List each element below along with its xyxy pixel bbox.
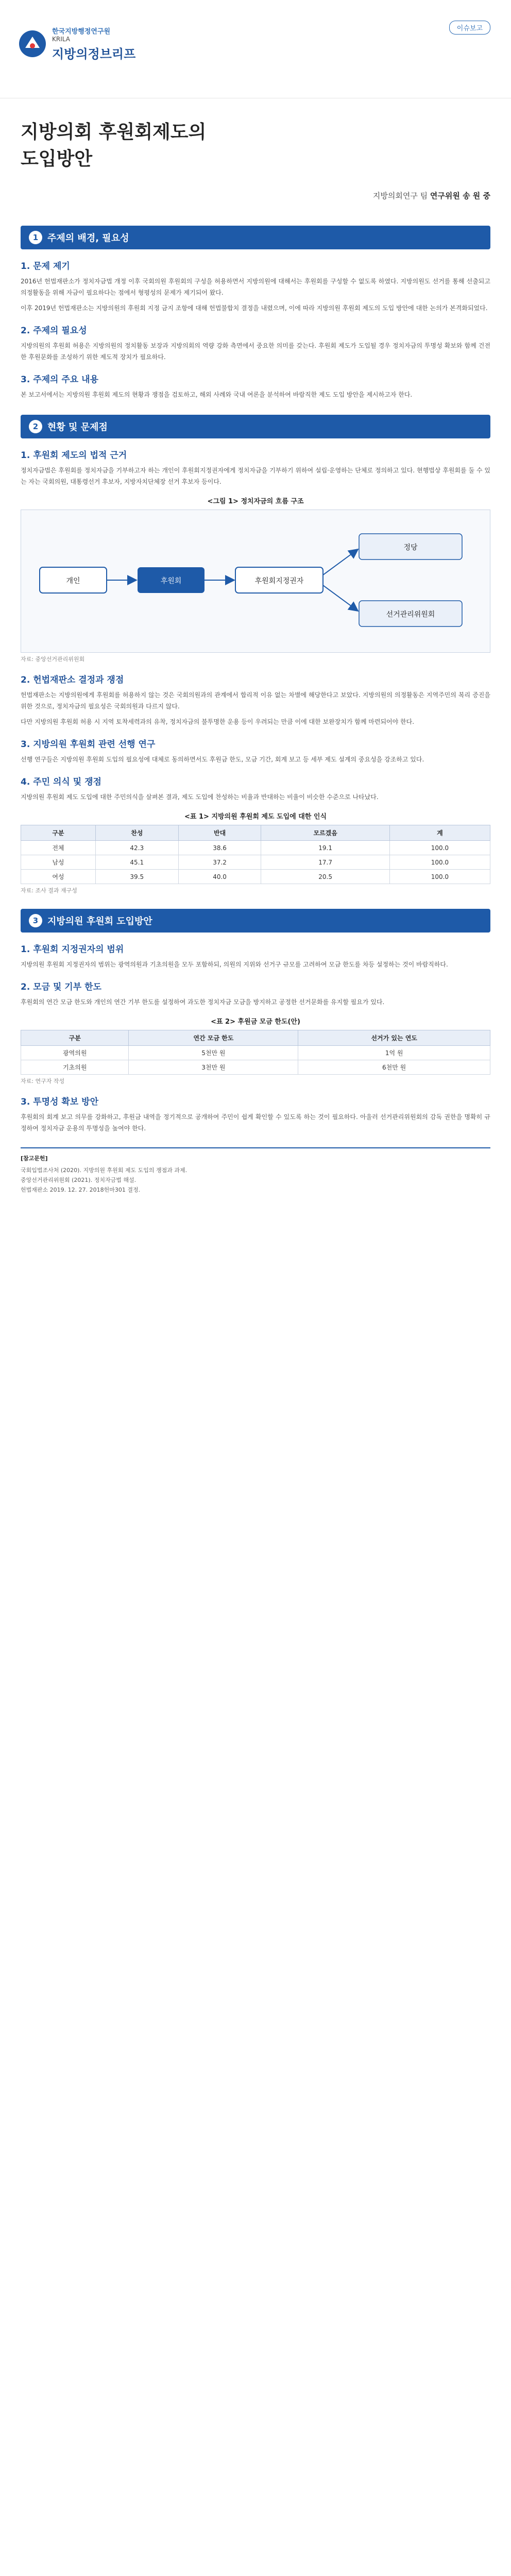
table-cell: 남성: [21, 855, 96, 870]
paragraph: 후원회의 회계 보고 의무를 강화하고, 후원금 내역을 정기적으로 공개하여 주민이 쉽게 확인할 수 있도록 하는 것이 필요하다. 아울러 선거관리위원회의 감독 권한을 명확히 규정하여 정치자금 운용의 투명성을 높여야 한다.: [21, 1113, 490, 1132]
diagram-node-designee: [235, 567, 323, 593]
author: [0, 190, 511, 201]
header-logo: [18, 26, 135, 62]
table-2-title: <표 2> 후원금 모금 한도(안): [211, 1018, 300, 1026]
paragraph: 후원회의 연간 모금 한도와 개인의 연간 기부 한도를 설정하여 과도한 정치자금 모금을 방지하고 공정한 선거문화를 유지할 필요가 있다.: [21, 998, 385, 1006]
table-header-cell: 선거가 있는 연도: [298, 1030, 490, 1046]
table-cell: 17.7: [261, 855, 389, 870]
table-cell: 40.0: [178, 870, 261, 884]
references: [21, 1147, 490, 1195]
svg-text:개인: 개인: [66, 577, 80, 585]
table-header-cell: 연간 모금 한도: [129, 1030, 298, 1046]
table-cell: 45.1: [95, 855, 178, 870]
table-cell: 6천만 원: [298, 1060, 490, 1075]
brand-name: 지방의정브리프: [52, 47, 136, 61]
table-header-cell: 계: [389, 825, 490, 841]
table-row: [21, 1060, 490, 1075]
section-title: 현황 및 문제점: [47, 422, 108, 433]
paragraph: 지방의원 후원회 지정권자의 범위는 광역의원과 기초의원을 모두 포함하되, 의원의 지위와 선거구 규모를 고려하여 모금 한도를 차등 설정하는 것이 바람직하다.: [21, 961, 448, 968]
reference-item: 헌법재판소 2019. 12. 27. 2018헌마301 결정.: [21, 1187, 141, 1193]
paragraph: 정치자금법은 후원회를 정치자금을 기부하고자 하는 개인이 후원회지정권자에게 정치자금을 기부하기 위하여 설립·운영하는 단체로 정의하고 있다. 현행법상 후원회를 둘 수 있는 자는 국회의원, 대통령선거 후보자, 지방자치단체장 선거 후보자 등이다.: [21, 467, 490, 485]
table-cell: 5천만 원: [129, 1046, 298, 1060]
table-row: [21, 1046, 490, 1060]
subsection-title: 3. 투명성 확보 방안: [21, 1097, 98, 1107]
author-org: 지방의회연구 팀: [372, 191, 428, 200]
table-row: [21, 870, 490, 884]
section-title: 지방의원 후원회 도입방안: [47, 916, 152, 927]
title-line1: 지방의회 후원회제도의: [21, 122, 207, 143]
subsection-title: 1. 후원회 지정권자의 범위: [21, 944, 124, 955]
paragraph: 선행 연구들은 지방의원 후원회 도입의 필요성에 대체로 동의하면서도 후원금 한도, 모금 기간, 회계 보고 등 세부 제도 설계의 중요성을 강조하고 있다.: [21, 756, 424, 763]
subsection-title: 4. 주민 의식 및 쟁점: [21, 777, 101, 787]
table-header-cell: 구분: [21, 1030, 129, 1046]
table-cell: 100.0: [389, 841, 490, 855]
subsection-title: 2. 주제의 필요성: [21, 326, 87, 336]
content: [0, 201, 511, 1195]
svg-text:정당: 정당: [403, 544, 418, 552]
table-cell: 19.1: [261, 841, 389, 855]
table-1-title: <표 1> 지방의원 후원회 제도 도입에 대한 인식: [184, 813, 327, 821]
paragraph: 다만 지방의원 후원회 허용 시 지역 토착세력과의 유착, 정치자금의 불투명한 운용 등이 우려되는 만큼 이에 대한 보완장치가 함께 마련되어야 한다.: [21, 718, 415, 725]
figure-1-diagram: [21, 510, 490, 653]
table-2: [21, 1030, 490, 1075]
section-number: 2: [29, 420, 42, 433]
table-cell: 광역의원: [21, 1046, 129, 1060]
reference-item: 국회입법조사처 (2020). 지방의원 후원회 제도 도입의 쟁점과 과제.: [21, 1167, 188, 1174]
page-title: [21, 119, 490, 173]
subsection-title: 2. 헌법재판소 결정과 쟁점: [21, 675, 124, 685]
paragraph: 2016년 헌법재판소가 정치자금법 개정 이후 국회의원 후원회의 구성을 허용하면서 지방의원에 대해서는 후원회를 구성할 수 없도록 하였다. 지방의원도 선거를 통해 선출되고 의정활동을 위해 자금이 필요하다는 점에서 형평성의 문제가 제기되어 왔다.: [21, 278, 490, 296]
table-cell: 전체: [21, 841, 96, 855]
subsection-title: 3. 지방의원 후원회 관련 선행 연구: [21, 739, 156, 750]
table-header-cell: 반대: [178, 825, 261, 841]
org-name: 한국지방행정연구원: [52, 28, 111, 36]
figure-1-source: 자료: 중앙선거관리위원회: [21, 656, 85, 663]
section-number: 3: [29, 914, 42, 927]
section-1-header: [21, 226, 490, 249]
paragraph: 본 보고서에서는 지방의원 후원회 제도의 현황과 쟁점을 검토하고, 해외 사례와 국내 여론을 분석하여 바람직한 제도 도입 방안을 제시하고자 한다.: [21, 391, 413, 398]
header: [0, 0, 511, 98]
flow-diagram: [29, 518, 483, 642]
table-cell: 100.0: [389, 870, 490, 884]
title-block: [0, 98, 511, 186]
table-cell: 기초의원: [21, 1060, 129, 1075]
org-abbr: KRILA: [52, 36, 70, 43]
subsection-title: 1. 후원회 제도의 법적 근거: [21, 450, 127, 461]
paragraph: 지방의원의 후원회 허용은 지방의원의 정치활동 보장과 지방의회의 역량 강화 측면에서 중요한 의미를 갖는다. 후원회 제도가 도입될 경우 정치자금의 투명성 확보와 함께 건전한 후원문화를 조성하기 위한 제도적 장치가 필요하다.: [21, 342, 490, 361]
paragraph: 헌법재판소는 지방의원에게 후원회를 허용하지 않는 것은 국회의원과의 관계에서 합리적 이유 없는 차별에 해당한다고 보았다. 지방의원의 의정활동은 지역주민의 복리 증진을 위한 것으로, 정치자금의 필요성은 국회의원과 다르지 않다.: [21, 691, 490, 710]
svg-text:선거관리위원회: 선거관리위원회: [386, 611, 435, 619]
diagram-node-party: [359, 534, 462, 560]
table-header-cell: 모르겠음: [261, 825, 389, 841]
table-cell: 20.5: [261, 870, 389, 884]
issue-badge: 이슈보고: [449, 21, 490, 35]
table-cell: 37.2: [178, 855, 261, 870]
subsection-title: 1. 문제 제기: [21, 261, 70, 272]
table-cell: 100.0: [389, 855, 490, 870]
table-cell: 1억 원: [298, 1046, 490, 1060]
diagram-node-individual: [40, 567, 107, 593]
svg-text:후원회지정권자: 후원회지정권자: [254, 577, 304, 585]
table-cell: 39.5: [95, 870, 178, 884]
table-row: [21, 841, 490, 855]
table-cell: 여성: [21, 870, 96, 884]
table-1-source: 자료: 조사 결과 재구성: [21, 887, 77, 894]
subsection-title: 3. 주제의 주요 내용: [21, 375, 98, 385]
diagram-node-election-commission: [359, 601, 462, 626]
figure-1-title: <그림 1> 정치자금의 흐름 구조: [207, 498, 304, 505]
section-title: 주제의 배경, 필요성: [47, 233, 129, 244]
table-header-cell: 찬성: [95, 825, 178, 841]
table-cell: 42.3: [95, 841, 178, 855]
section-number: 1: [29, 231, 42, 244]
svg-text:후원회: 후원회: [160, 577, 182, 585]
table-cell: 38.6: [178, 841, 261, 855]
table-header-cell: 구분: [21, 825, 96, 841]
table-row: [21, 855, 490, 870]
subsection-title: 2. 모금 및 기부 한도: [21, 982, 101, 992]
title-line2: 도입방안: [21, 148, 93, 170]
table-cell: 3천만 원: [129, 1060, 298, 1075]
section-3-header: [21, 909, 490, 933]
section-2-header: [21, 415, 490, 438]
paragraph: 지방의원 후원회 제도 도입에 대한 주민의식을 살펴본 결과, 제도 도입에 찬성하는 비율과 반대하는 비율이 비슷한 수준으로 나타났다.: [21, 793, 379, 801]
krila-logo-icon: [18, 29, 47, 58]
table-2-source: 자료: 연구자 작성: [21, 1078, 65, 1084]
diagram-node-support-group: [138, 567, 205, 593]
references-heading: [참고문헌]: [21, 1155, 48, 1162]
paragraph: 이후 2019년 헌법재판소는 지방의원의 후원회 지정 금지 조항에 대해 헌법불합치 결정을 내렸으며, 이에 따라 지방의원 후원회 제도의 도입 방안에 대한 논의가 본격화되었다.: [21, 304, 488, 312]
reference-item: 중앙선거관리위원회 (2021). 정치자금법 해설.: [21, 1177, 137, 1183]
author-name: 연구위원 송 원 중: [430, 191, 490, 200]
table-1: [21, 825, 490, 884]
